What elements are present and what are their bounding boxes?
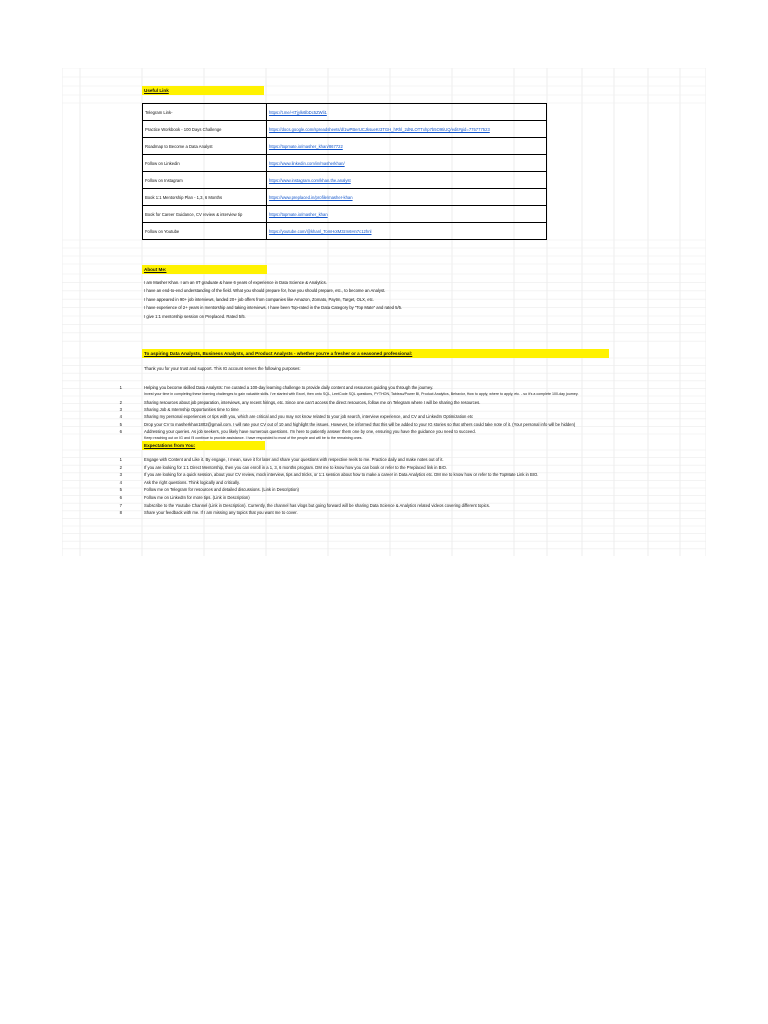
aspiring-item-text: Sharing Job & Internship Opportunities time to time bbox=[144, 406, 239, 412]
link-label: Book 1:1 Mentorship Plan - 1,3, 6 Months bbox=[143, 189, 267, 206]
about-me-line: I have an end-to-end understanding of the field. What you should prepare for, how you should prepare, etc., to become an Analyst. bbox=[144, 288, 386, 294]
useful-link-table bbox=[142, 103, 547, 240]
aspiring-heading: To aspiring Data Analysts, Business Analysts, and Product Analysts - whether you're a fresher or a seasoned professional: bbox=[142, 349, 609, 358]
expectation-item-number: 7 bbox=[119, 502, 122, 508]
aspiring-intro: Thank you for your trust and support. This IG account serves the following purposes: bbox=[144, 366, 301, 371]
link-label: Follow on Youtube bbox=[143, 223, 267, 240]
about-me-line: I have appeared in 90+ job interviews, landed 20+ job offers from companies like Amazon, Zomato, Paytm, Target, OLX, etc. bbox=[144, 296, 375, 302]
expectation-item-text: Engage with Content and Like it. By engage, I mean, save it for later and share your questions with respective reels to me. Practice daily and make notes out of it. bbox=[144, 457, 444, 462]
aspiring-item-text: Addressing your queries. As job seekers, you likely have numerous questions. I'm here to patiently answer them one by one, ensuring you have the guidance you need to succeed. bbox=[144, 428, 476, 434]
expectation-item-text: Follow me on LinkedIn for more tips. (Link in Description) bbox=[144, 495, 250, 500]
expectation-item-number: 6 bbox=[119, 495, 122, 500]
expectation-item-number: 1 bbox=[119, 457, 122, 462]
link-row bbox=[143, 155, 547, 172]
link-row bbox=[143, 121, 547, 138]
link-row bbox=[143, 206, 547, 223]
aspiring-item-text: Helping you become skilled Data Analysts: I've curated a 100-day learning challenge to provide daily content and resources guiding you through the journey. bbox=[144, 385, 434, 390]
link-label: Follow on Linkedin bbox=[143, 155, 267, 172]
aspiring-item-number: 3 bbox=[119, 406, 122, 412]
link-row bbox=[143, 223, 547, 240]
aspiring-item-number: 5 bbox=[119, 421, 122, 427]
about-me-line: I am Masher Khan. I am an IIT graduate & have 6 years of experience in Data Science & Analytics. bbox=[144, 280, 327, 285]
expectations-heading: Expectations from You: bbox=[142, 441, 265, 450]
aspiring-item-number: 6 bbox=[119, 428, 122, 434]
aspiring-item-number: 1 bbox=[119, 385, 122, 390]
about-me-line: I give 1:1 mentorship session on Preplaced. Rated 5/5. bbox=[144, 313, 246, 319]
about-me-line: I have experience of 2+ years in mentorship and taking interviews. I have been Top-rated in the Data Category by "Top Mate" and rated 5/5. bbox=[144, 305, 403, 311]
useful-link-heading: Useful Link bbox=[142, 86, 264, 95]
link-url[interactable]: https://t.me/+tTjylk6lbDc5ZWli1 bbox=[267, 104, 547, 121]
link-row bbox=[143, 138, 547, 155]
aspiring-item-number: 4 bbox=[119, 414, 122, 420]
aspiring-item-number: 2 bbox=[119, 399, 122, 405]
link-label: Roadmap to Become a Data Analyst bbox=[143, 138, 267, 155]
expectation-item-text: Share your feedback with me. If I am missing any topics that you want me to cover. bbox=[144, 510, 298, 516]
link-label: Telegram Link- bbox=[143, 104, 267, 121]
aspiring-item-text: Sharing resources about job preparation, interviews, any recent hirings, etc. Since one can't access the direct resources, follow me on Telegram where I will be sharing the resources. bbox=[144, 399, 481, 405]
link-label: Follow on Instagram bbox=[143, 172, 267, 189]
aspiring-item-text: Drop your CV to masherkhan1802@gmail.com. I will rate your CV out of 10 and highlight the issues. However, be informed that this will be added to your IG stories so that others could take note of it. (Your personal info will be hidden) bbox=[144, 421, 576, 427]
link-url[interactable]: https://topmate.io/masher_khan/867722 bbox=[267, 138, 547, 155]
link-row bbox=[143, 104, 547, 121]
expectation-item-number: 5 bbox=[119, 487, 122, 493]
link-url[interactable]: https://www.linkedin.com/in/masherkhan/ bbox=[267, 155, 547, 172]
expectation-item-number: 2 bbox=[119, 464, 122, 470]
expectation-item-text: If you are looking for a quick session, about your CV review, mock interview, tips and tricks, or 1:1 session about how to make a career in Data Analytics etc. DM me to know how or refer to the TopMate Link in BIO. bbox=[144, 472, 539, 478]
expectation-item-number: 3 bbox=[119, 472, 122, 478]
link-url[interactable]: https://www.instagram.com/khan.the.analyst bbox=[267, 172, 547, 189]
expectation-item-text: Follow me on Telegram for resources and detailed discussions. (Link in Description) bbox=[144, 487, 299, 493]
link-url[interactable]: https://youtube.com/@khanl_TomHotM3zm6Hn7c12hnl bbox=[267, 223, 547, 240]
link-url[interactable]: https://topmate.io/masher_khan bbox=[267, 206, 547, 223]
expectation-item-number: 8 bbox=[119, 510, 122, 516]
spreadsheet-page bbox=[62, 68, 706, 556]
link-url[interactable]: https://www.preplaced.in/profile/masher-khan bbox=[267, 189, 547, 206]
expectation-item-text: Subscribe to the Youtube Channel (Link in Description). Currently, the channel has vlogs but going forward will be sharing Data Science & Analytics related videos covering different topics. bbox=[144, 502, 490, 508]
about-me-heading: About Me: bbox=[142, 265, 267, 274]
link-row bbox=[143, 172, 547, 189]
expectation-item-number: 4 bbox=[119, 479, 122, 485]
expectation-item-text: Ask the right questions. Think logically and critically. bbox=[144, 479, 240, 485]
link-label: Practice Workbook - 100 Days Challenge bbox=[143, 121, 267, 138]
aspiring-item-text: Keep reaching out on IG and I'll continue to provide assistance. I have responded to most of the people and will be to the remaining ones. bbox=[144, 436, 363, 441]
link-row bbox=[143, 189, 547, 206]
expectation-item-text: If you are looking for 1:1 Direct Mentorship, then you can enroll in a 1, 3, 6 months program. DM me to know how you can book or refer to the Preplaced link in BIO. bbox=[144, 464, 448, 470]
link-url[interactable]: https://docs.google.com/spreadsheets/d/1wPBerUCJksueKr3TGH_hRhl_2dNLOTTxhp7b5O9tiUQ/edit#gid=775777523 bbox=[267, 121, 547, 138]
link-label: Book for Career Guidance, CV review & interview tip bbox=[143, 206, 267, 223]
aspiring-item-text: Invest your time in completing these learning challenges to gain valuable skills. I've started with Excel, then onto SQL, LeetCode SQL questions, PYTHON, Tableau/Power BI, Product Analytics, Behavior, How to apply, where to apply, etc. - so it's a complete 100-day journey. bbox=[144, 392, 579, 397]
aspiring-item-text: Sharing my personal experiences or tips with you, which are critical and you may not know related to your job search, interview experience, and CV and LinkedIn Optimization etc bbox=[144, 414, 474, 420]
